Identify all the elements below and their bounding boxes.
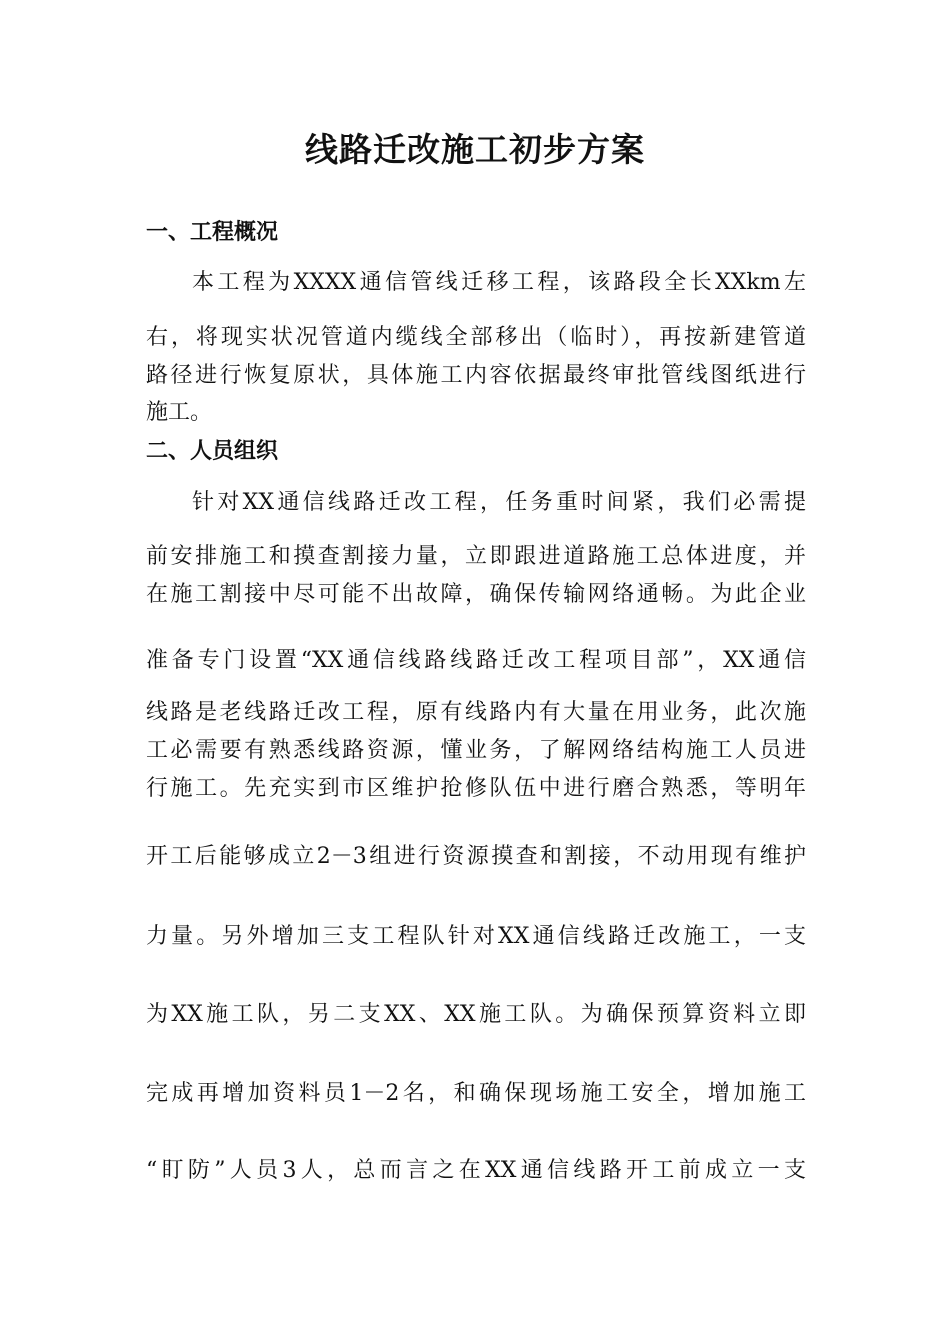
paragraph-line: 施工。 (146, 400, 213, 425)
paragraph-line: 工必需要有熟悉线路资源，懂业务，了解网络结构施工人员进 (146, 738, 806, 763)
paragraph-line: 右，将现实状况管道内缆线全部移出（临时），再按新建管道 (146, 325, 806, 350)
paragraph-line: 路径进行恢复原状，具体施工内容依据最终审批管线图纸进行 (146, 363, 806, 388)
section-heading-personnel: 二、人员组织 (146, 438, 279, 464)
document-title: 线路迁改施工初步方案 (305, 130, 645, 169)
paragraph-line: 本工程为XXXX通信管线迁移工程，该路段全长XXkm左 (192, 270, 806, 295)
paragraph-line: 前安排施工和摸查割接力量，立即跟进道路施工总体进度，并 (146, 544, 806, 569)
paragraph-line: 为XX施工队，另二支XX、XX施工队。为确保预算资料立即 (146, 1002, 806, 1027)
paragraph-line: 力量。另外增加三支工程队针对XX通信线路迁改施工，一支 (146, 924, 806, 949)
paragraph-line: 线路是老线路迁改工程，原有线路内有大量在用业务，此次施 (146, 700, 806, 725)
paragraph-line: “盯防”人员3人，总而言之在XX通信线路开工前成立一支 (146, 1158, 806, 1183)
paragraph-line: 完成再增加资料员1－2名，和确保现场施工安全，增加施工 (146, 1081, 806, 1106)
paragraph-line: 针对XX通信线路迁改工程，任务重时间紧，我们必需提 (192, 490, 806, 515)
paragraph-line: 行施工。先充实到市区维护抢修队伍中进行磨合熟悉，等明年 (146, 776, 806, 801)
section-heading-overview: 一、工程概况 (146, 219, 279, 245)
paragraph-line: 准备专门设置“XX通信线路线路迁改工程项目部”，XX通信 (146, 648, 806, 673)
paragraph-line: 在施工割接中尽可能不出故障，确保传输网络通畅。为此企业 (146, 582, 806, 607)
paragraph-line: 开工后能够成立2－3组进行资源摸查和割接，不动用现有维护 (146, 844, 806, 869)
